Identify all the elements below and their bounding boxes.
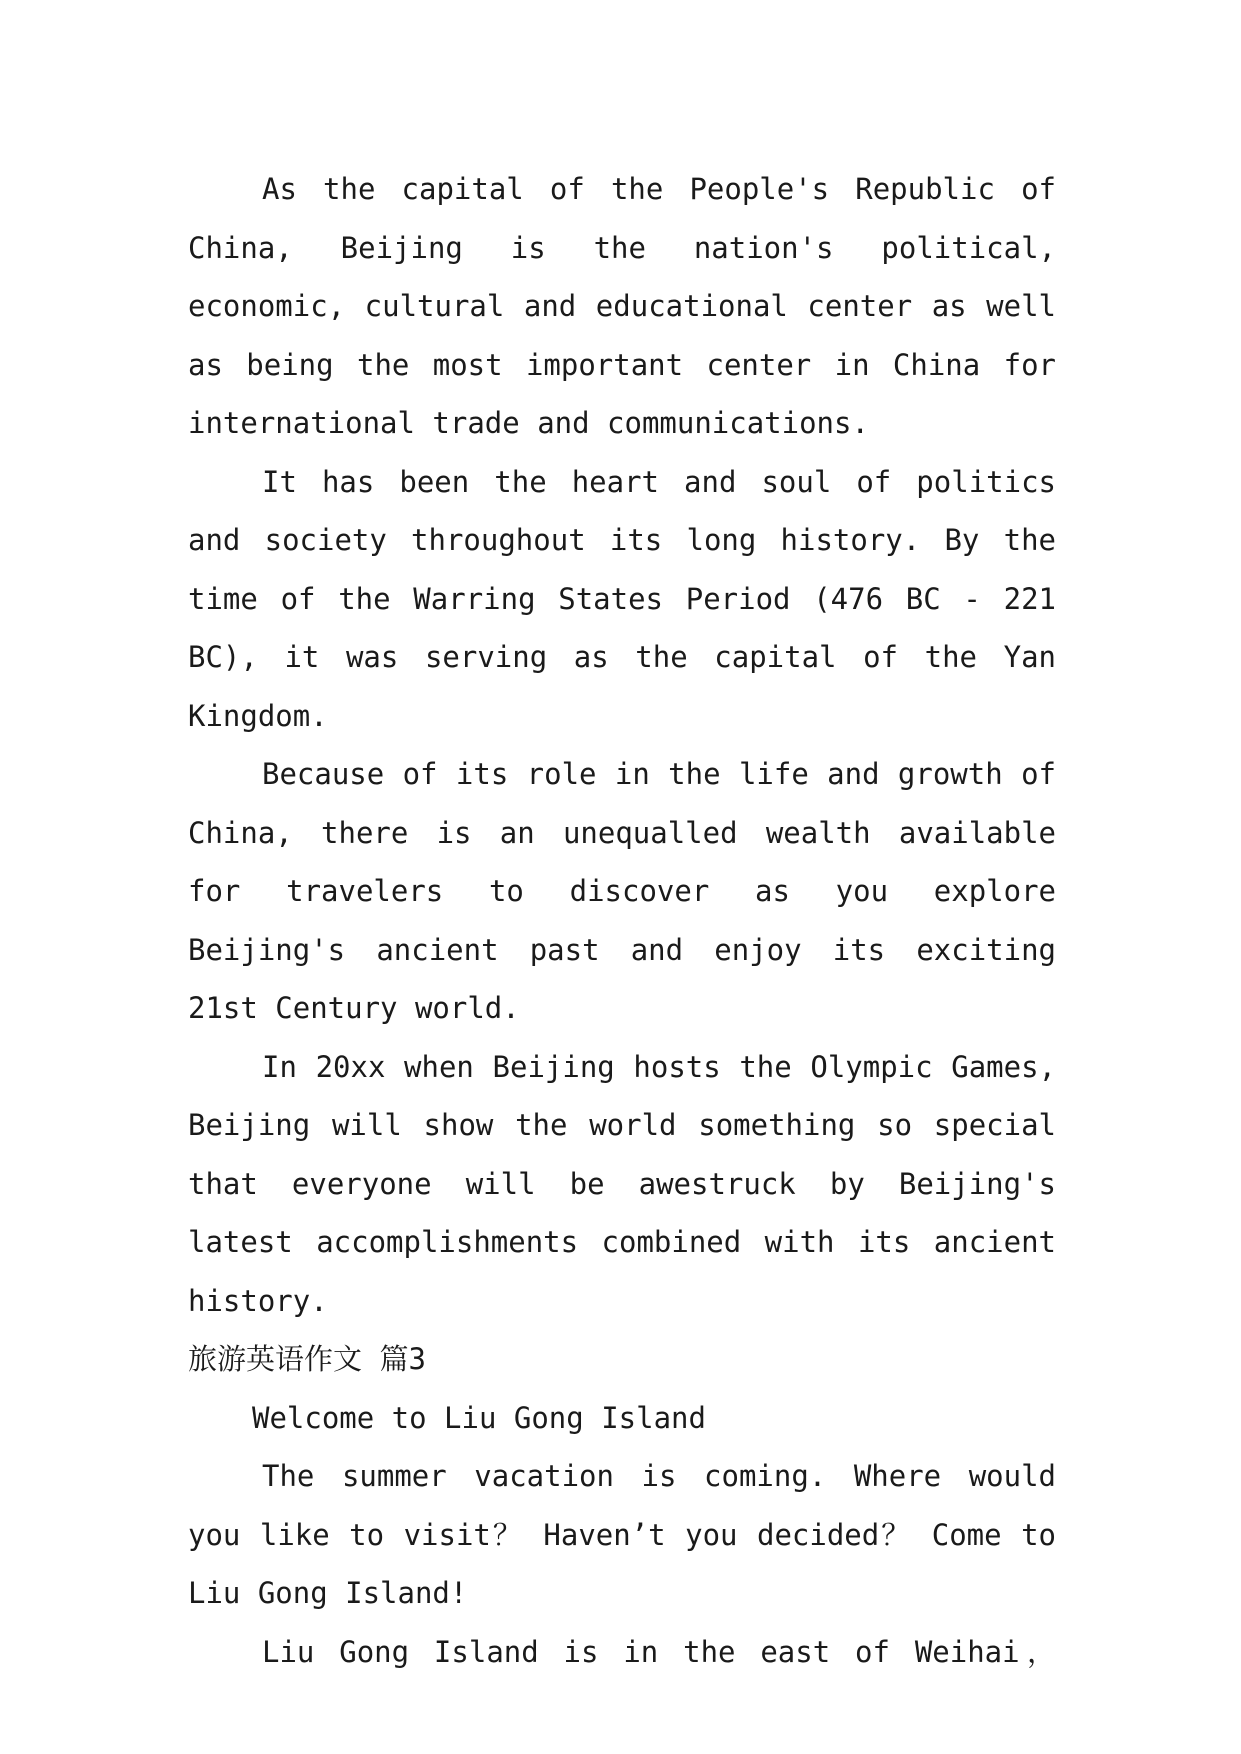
paragraph-liu-gong-location: Liu Gong Island is in the east of Weihai， xyxy=(262,1634,1056,1669)
paragraph-beijing-olympics: In 20xx when Beijing hosts the Olympic Games, Beijing will show the world something so special that everyone will be awestruck by Beijing's latest accomplishments combined with its ancient history. xyxy=(188,1049,1056,1318)
paragraph-summer-vacation: The summer vacation is coming. Where would you like to visit？ Haven’t you decided？ Come to Liu Gong Island! xyxy=(188,1459,1056,1610)
paragraph-beijing-history: It has been the heart and soul of politics and society throughout its long history. By the time of the Warring States Period (476 BC - 221 BC), it was serving as the capital of the Yan Kingdom. xyxy=(188,464,1056,733)
paragraph-beijing-capital: As the capital of the People's Republic of China, Beijing is the nation's political, economic, cultural and educational center as well as being the most important center in China for international trade and communications. xyxy=(188,172,1056,440)
essay-title: Welcome to Liu Gong Island xyxy=(252,1400,706,1435)
paragraph-beijing-travel: Because of its role in the life and growth of China, there is an unequalled wealth available for travelers to discover as you explore Beijing's ancient past and enjoy its exciting 21st Century world. xyxy=(188,757,1056,1025)
section-heading: 旅游英语作文 篇3 xyxy=(188,1342,426,1376)
document-body xyxy=(188,160,1056,1681)
